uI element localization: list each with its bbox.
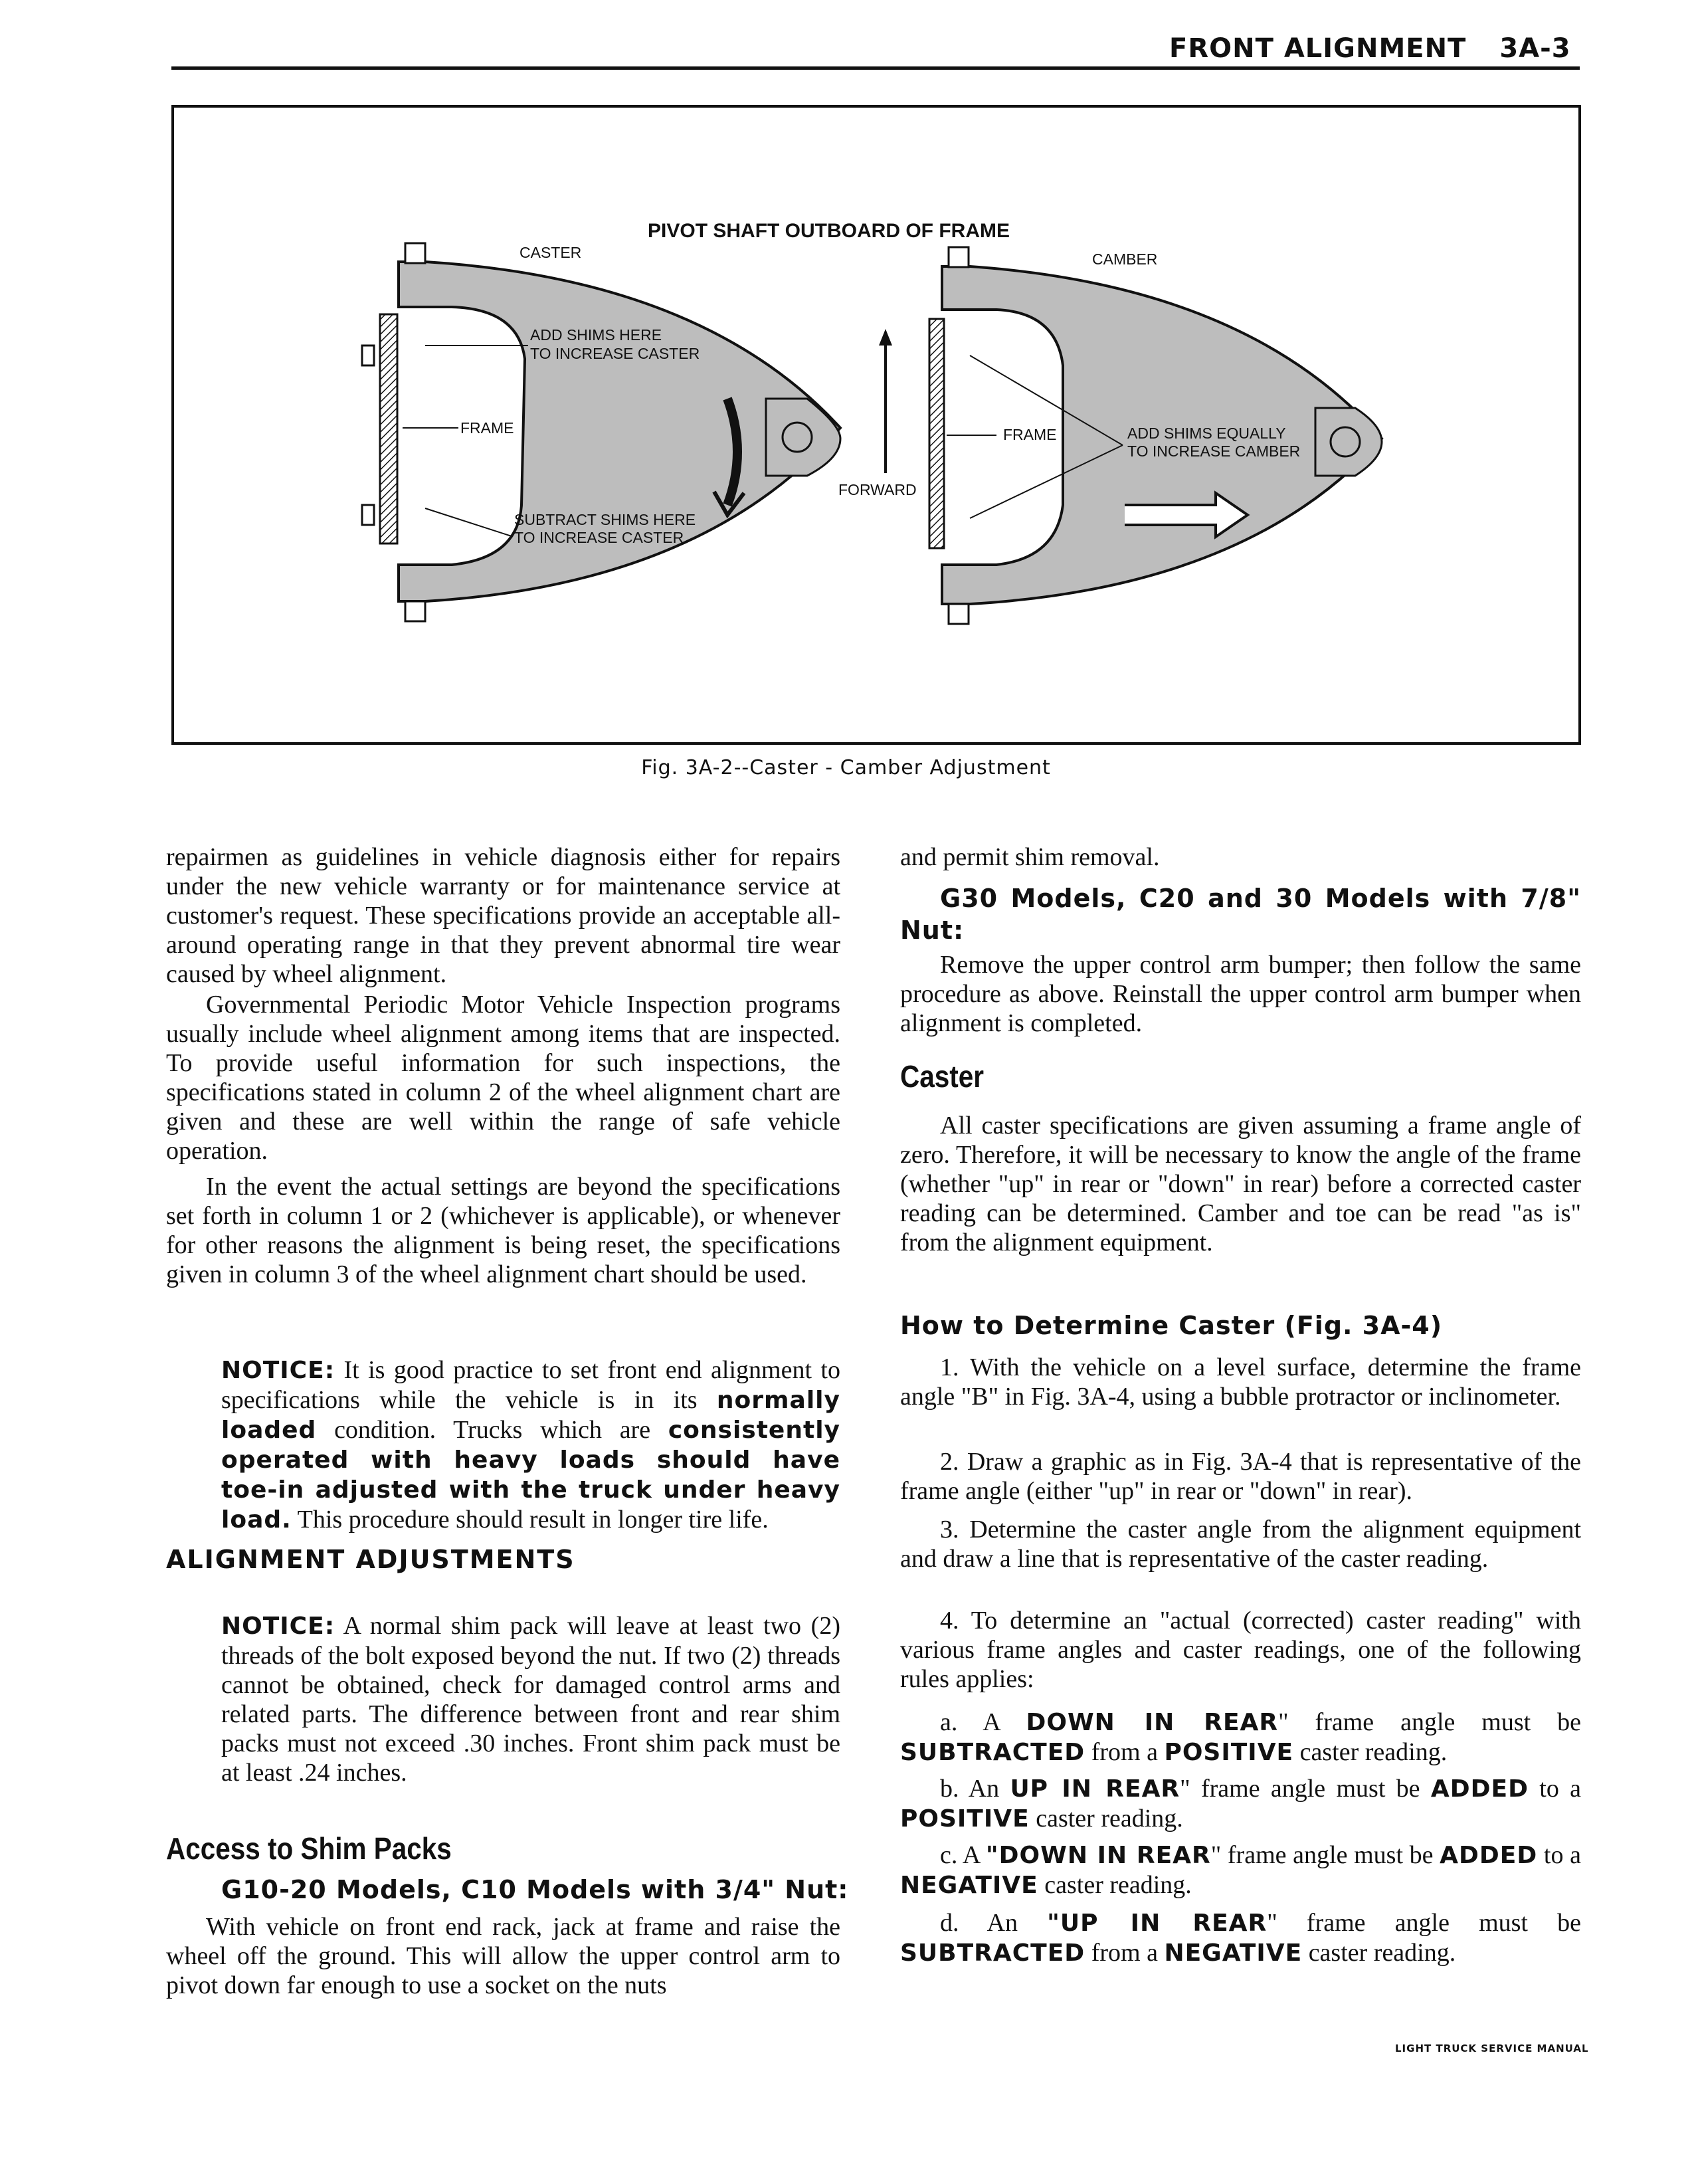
rule-text: " frame angle must be	[1278, 1708, 1581, 1736]
rule-emphasis: "DOWN IN REAR	[985, 1842, 1211, 1869]
step-2: 2. Draw a graphic as in Fig. 3A-4 that is representative of the frame angle (either "up" in rear or "down" in rear).	[900, 1448, 1581, 1505]
rule-text: from a	[1085, 1939, 1165, 1967]
left-paragraph-3: In the event the actual settings are beyond the specifications set forth in column 1 or 2 (whichever is applicable), or whenever for other reasons the alignment is being reset, the specifications given in column 3 of the wheel alignment chart should be used.	[166, 1173, 840, 1288]
camber-label: CAMBER	[1092, 250, 1158, 268]
notice-label: NOTICE:	[221, 1613, 335, 1640]
notice-label: NOTICE:	[221, 1357, 335, 1384]
notice-emphasis: normally loaded	[221, 1387, 840, 1444]
rule-text: caster reading.	[1302, 1939, 1456, 1967]
alignment-adjustments-heading: ALIGNMENT ADJUSTMENTS	[166, 1545, 575, 1574]
add-shims-label-1: ADD SHIMS HERE	[530, 326, 662, 344]
notice-1	[221, 1355, 840, 1535]
rule-emphasis: NEGATIVE	[1164, 1939, 1303, 1967]
notice-text: A normal shim pack will leave at least two (2) threads of the bolt exposed beyond the nut. If two (2) threads cannot be obtained, check for damaged control arms and related parts. The difference between front and rear shim packs must not exceed .30 inches. Front shim pack must be at least .24 inches.	[221, 1612, 840, 1787]
rule-emphasis: UP IN REAR	[1010, 1775, 1180, 1803]
frame-label-right: FRAME	[1003, 426, 1057, 443]
forward-label: FORWARD	[838, 481, 917, 498]
rule-text: b. An	[940, 1775, 1010, 1803]
left-paragraph-1: repairmen as guidelines in vehicle diagnosis either for repairs under the new vehicle warranty or for maintenance service at customer's request. These specifications provide an acceptable all-around operating range in that they prevent abnormal tire wear caused by wheel alignment.	[166, 843, 840, 988]
left-paragraph-2: Governmental Periodic Motor Vehicle Inspection programs usually include wheel alignment among items that are inspected. To provide useful information for such inspections, the specifications stated in column 2 of the wheel alignment chart are given and these are well within the range of safe vehicle operation.	[166, 991, 840, 1165]
step-3: 3. Determine the caster angle from the alignment equipment and draw a line that is representative of the caster reading.	[900, 1516, 1581, 1573]
caster-label: CASTER	[519, 244, 582, 261]
rule-text: c. A	[940, 1841, 986, 1869]
rule-text: to a	[1528, 1775, 1581, 1803]
figure-caption: Fig. 3A-2--Caster - Camber Adjustment	[641, 756, 1051, 779]
rule-text: to a	[1537, 1841, 1581, 1869]
rule-emphasis: NEGATIVE	[900, 1872, 1038, 1899]
rule-text: a. A	[940, 1708, 1026, 1736]
rule-text: from a	[1085, 1738, 1165, 1766]
add-shims-label-2: TO INCREASE CASTER	[530, 345, 700, 362]
rule-c	[900, 1840, 1581, 1900]
right-paragraph-2: Remove the upper control arm bumper; then follow the same procedure as above. Reinstall the upper control arm bumper when alignment is completed.	[900, 951, 1581, 1037]
rule-emphasis: SUBTRACTED	[900, 1939, 1085, 1967]
figure-title: PIVOT SHAFT OUTBOARD OF FRAME	[648, 220, 1010, 242]
page-number: 3A-3	[1499, 33, 1571, 64]
frame-label-left: FRAME	[460, 419, 514, 437]
caster-control-arm	[362, 243, 840, 621]
rule-text: caster reading.	[1038, 1871, 1192, 1899]
g30-heading: G30 Models, C20 and 30 Models with 7/8" Nut:	[900, 884, 1581, 945]
g10-heading: G10-20 Models, C10 Models with 3/4" Nut:	[221, 1875, 849, 1904]
right-paragraph-3: All caster specifications are given assuming a frame angle of zero. Therefore, it will be necessary to know the angle of the frame (whether "up" in rear or "down" in rear) before a corrected caster reading can be determined. Camber and toe can be read "as is" from the alignment equipment.	[900, 1112, 1581, 1256]
rule-text: " frame angle must be	[1267, 1909, 1581, 1937]
add-shims-equally-2: TO INCREASE CAMBER	[1127, 443, 1301, 460]
rule-b	[900, 1774, 1581, 1834]
how-to-heading: How to Determine Caster (Fig. 3A-4)	[900, 1311, 1443, 1340]
rule-emphasis: ADDED	[1440, 1842, 1538, 1869]
footer: LIGHT TRUCK SERVICE MANUAL	[1395, 2042, 1589, 2054]
rule-emphasis: POSITIVE	[900, 1805, 1030, 1833]
rule-emphasis: POSITIVE	[1164, 1739, 1294, 1766]
rule-a	[900, 1708, 1581, 1767]
rule-text: d. An	[940, 1909, 1048, 1937]
notice-2	[221, 1611, 840, 1787]
subtract-shims-label-2: TO INCREASE CASTER	[514, 529, 684, 546]
notice-emphasis: consistently operated with heavy loads should have toe-in adjusted with the truck under heavy load.	[221, 1417, 840, 1534]
rule-text: caster reading.	[1293, 1738, 1448, 1766]
rule-emphasis: "UP IN REAR	[1047, 1910, 1268, 1937]
left-paragraph-4: With vehicle on front end rack, jack at frame and raise the wheel off the ground. This will allow the upper control arm to pivot down far enough to use a socket on the nuts	[166, 1913, 840, 1999]
section-title: FRONT ALIGNMENT	[1169, 33, 1467, 64]
access-heading: Access to Shim Packs	[166, 1831, 452, 1866]
step-4: 4. To determine an "actual (corrected) caster reading" with various frame angles and caster readings, one of the following rules applies:	[900, 1607, 1581, 1693]
rule-emphasis: ADDED	[1430, 1775, 1529, 1803]
rule-text: " frame angle must be	[1210, 1841, 1440, 1869]
rule-text: " frame angle must be	[1180, 1775, 1431, 1803]
right-paragraph-1: and permit shim removal.	[900, 843, 1160, 871]
rule-emphasis: DOWN IN REAR	[1026, 1709, 1279, 1736]
notice-text: It is good practice to set front end alignment to specifications while the vehicle is in its	[221, 1356, 840, 1414]
forward-arrow	[879, 329, 892, 473]
subtract-shims-label-1: SUBTRACT SHIMS HERE	[514, 511, 696, 528]
rule-d	[900, 1908, 1581, 1968]
caster-camber-diagram	[0, 0, 1692, 751]
add-shims-equally-1: ADD SHIMS EQUALLY	[1127, 425, 1286, 442]
caster-heading: Caster	[900, 1059, 985, 1094]
step-1: 1. With the vehicle on a level surface, determine the frame angle "B" in Fig. 3A-4, using a bubble protractor or inclinometer.	[900, 1353, 1581, 1411]
rule-text: caster reading.	[1029, 1805, 1183, 1833]
notice-text: condition. Trucks which are	[316, 1416, 668, 1444]
rule-emphasis: SUBTRACTED	[900, 1739, 1085, 1766]
notice-text: This procedure should result in longer tire life.	[291, 1506, 769, 1534]
